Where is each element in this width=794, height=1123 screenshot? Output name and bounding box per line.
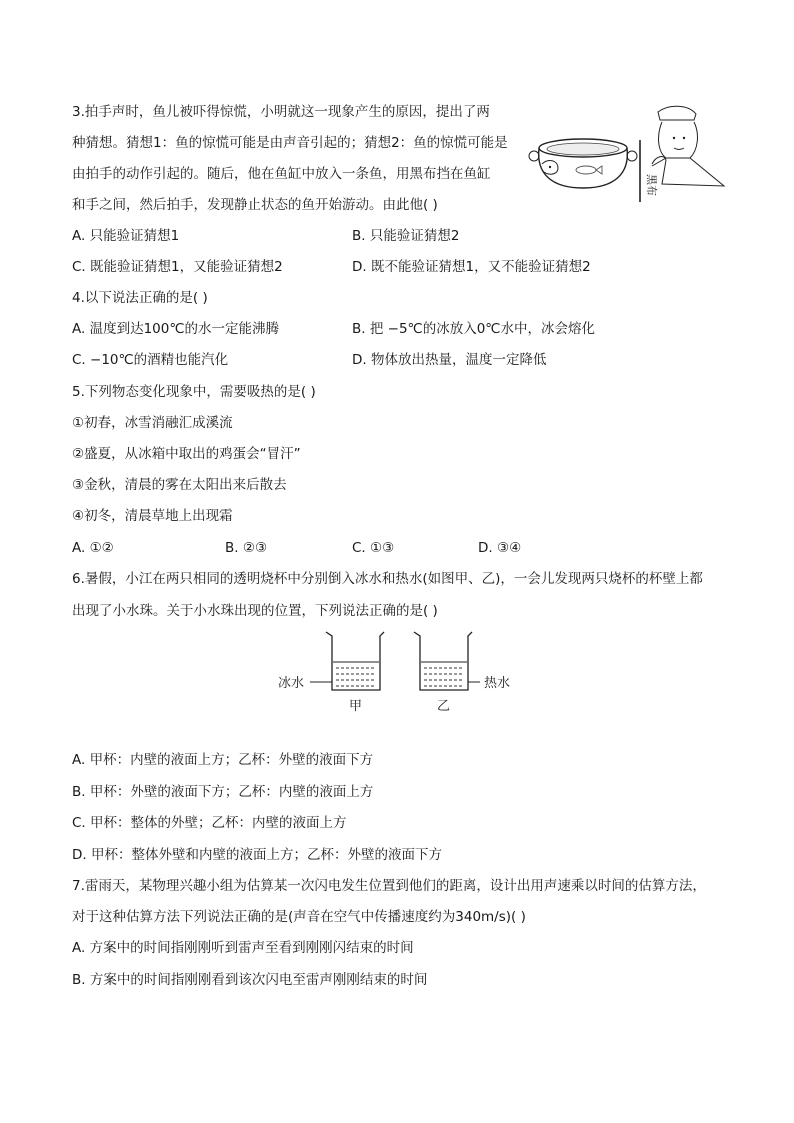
girl-clapping-icon <box>652 106 724 186</box>
q3-stem-line-4: 和手之间，然后拍手，发现静止状态的鱼开始游动。由此他( ) <box>72 197 438 213</box>
q7-option-b: B. 方案中的时间指刚刚看到该次闪电至雷声刚刚结束的时间 <box>72 972 428 988</box>
q4-option-d: D. 物体放出热量，温度一定降低 <box>352 352 547 368</box>
q4-option-c: C. −10℃的酒精也能汽化 <box>72 352 229 368</box>
fish-tank-figure <box>528 104 728 204</box>
q6-option-c: C. 甲杯：整体的外壁；乙杯：内壁的液面上方 <box>72 815 347 831</box>
cup-yi-label: 乙 <box>437 699 451 714</box>
cup-jia-label: 甲 <box>349 699 363 714</box>
q3-stem-line-3: 由拍手的动作引起的。随后，他在鱼缸中放入一条鱼，用黑布挡在鱼缸 <box>72 166 491 182</box>
q6-option-b: B. 甲杯：外壁的液面下方；乙杯：内壁的液面上方 <box>72 784 374 800</box>
q5-stem: 5.下列物态变化现象中，需要吸热的是( ) <box>72 384 316 400</box>
q3-option-c: C. 既能验证猜想1，又能验证猜想2 <box>72 259 283 275</box>
q3-stem-line-1: 3.拍手声时，鱼儿被吓得惊慌，小明就这一现象产生的原因，提出了两 <box>72 104 490 120</box>
q5-item-1: ①初春，冰雪消融汇成溪流 <box>72 415 233 431</box>
q5-item-3: ③金秋，清晨的雾在太阳出来后散去 <box>72 477 287 493</box>
q5-option-a: A. ①② <box>72 540 114 556</box>
q3-option-a: A. 只能验证猜想1 <box>72 228 180 244</box>
q5-option-b: B. ②③ <box>225 540 268 556</box>
ice-water-label: 冰水 <box>278 676 305 691</box>
q7-stem-line-1: 7.雷雨天，某物理兴趣小组为估算某一次闪电发生位置到他们的距离，设计出用声速乘以时间的估算方法， <box>72 878 706 894</box>
q4-option-b: B. 把 −5℃的冰放入0℃水中，冰会熔化 <box>352 321 595 337</box>
q5-item-2: ②盛夏，从冰箱中取出的鸡蛋会“冒汗” <box>72 446 301 462</box>
black-cloth-label: 黑布 <box>645 174 658 196</box>
q5-item-4: ④初冬，清晨草地上出现霜 <box>72 508 233 524</box>
q6-stem-line-2: 出现了小水珠。关于小水珠出现的位置，下列说法正确的是( ) <box>72 603 438 619</box>
q6-option-d: D. 甲杯：整体外壁和内壁的液面上方；乙杯：外壁的液面下方 <box>72 847 442 863</box>
beaker-jia-icon <box>310 632 384 690</box>
q3-option-b: B. 只能验证猜想2 <box>352 228 460 244</box>
fish-tank-icon <box>529 139 637 188</box>
q5-option-c: C. ①③ <box>352 540 395 556</box>
q4-option-a: A. 温度到达100℃的水一定能沸腾 <box>72 321 280 337</box>
q5-option-d: D. ③④ <box>478 540 522 556</box>
q6-stem-line-1: 6.暑假，小江在两只相同的透明烧杯中分别倒入冰水和热水(如图甲、乙)，一会儿发现两只烧杯的杯壁上都 <box>72 571 703 587</box>
q7-option-a: A. 方案中的时间指刚刚听到雷声至看到刚刚闪结束的时间 <box>72 940 414 956</box>
beakers-figure <box>270 628 530 718</box>
beaker-yi-icon <box>414 632 480 690</box>
q3-option-d: D. 既不能验证猜想1，又不能验证猜想2 <box>352 259 591 275</box>
q3-stem-line-2: 种猜想。猜想1：鱼的惊慌可能是由声音引起的；猜想2：鱼的惊慌可能是 <box>72 135 508 151</box>
hot-water-label: 热水 <box>484 676 511 691</box>
q4-stem: 4.以下说法正确的是( ) <box>72 290 208 306</box>
q7-stem-line-2: 对于这种估算方法下列说法正确的是(声音在空气中传播速度约为340m/s)( ) <box>72 909 526 925</box>
q6-option-a: A. 甲杯：内壁的液面上方；乙杯：外壁的液面下方 <box>72 752 374 768</box>
